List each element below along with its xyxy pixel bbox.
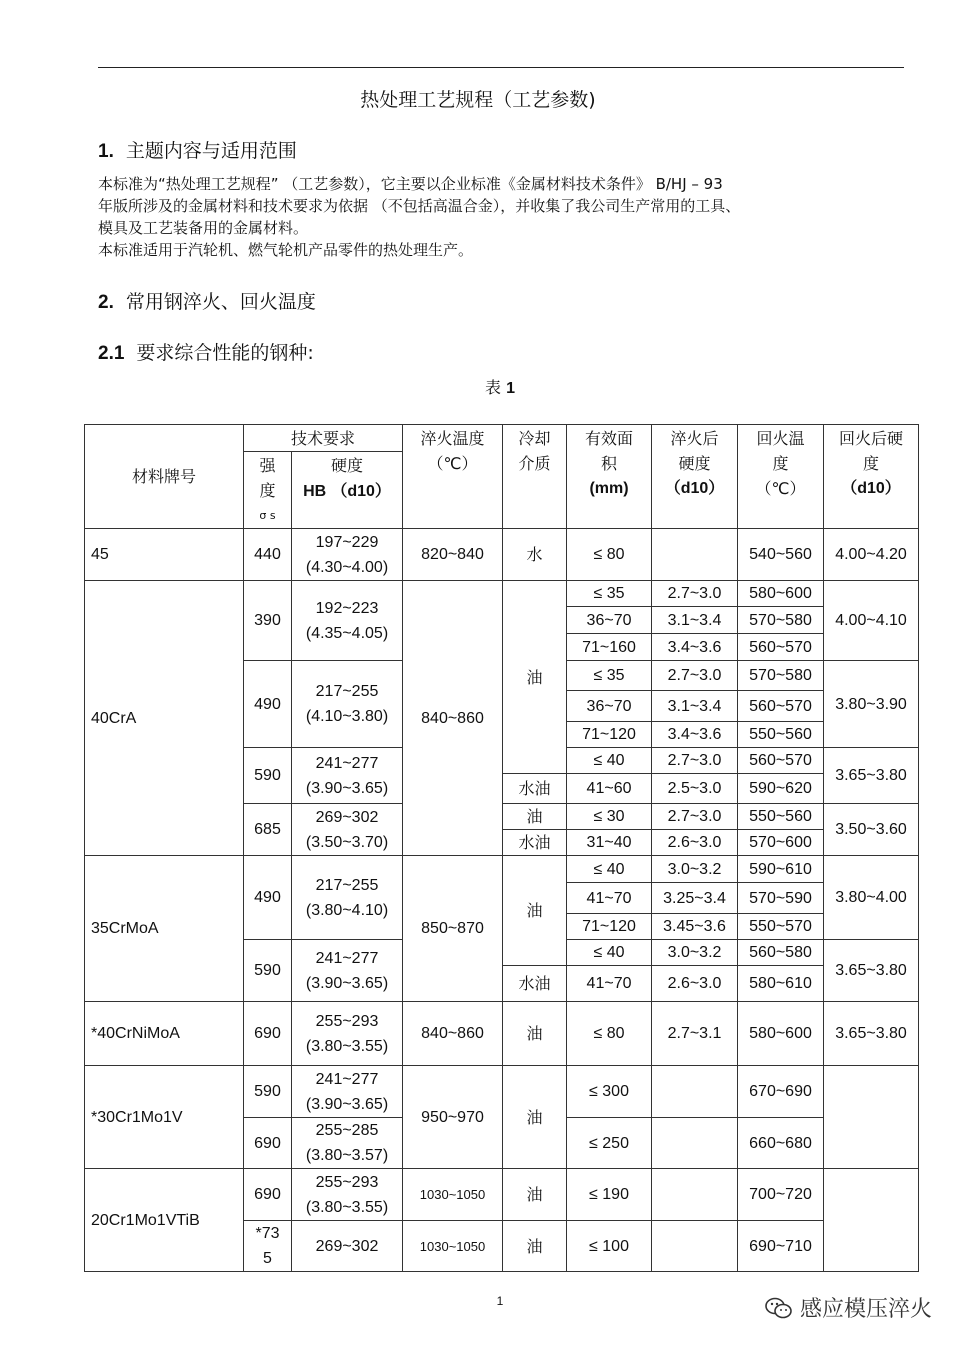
section-title: 主题内容与适用范围 bbox=[125, 140, 297, 162]
section-1-heading bbox=[98, 136, 297, 163]
area-cell: ≤ 30 bbox=[567, 804, 652, 830]
material-cell: 45 bbox=[85, 529, 244, 581]
strength-cell: 390 bbox=[244, 581, 292, 661]
quench-hardness-cell: 3.0~3.2 bbox=[652, 856, 738, 883]
area-cell: ≤ 35 bbox=[567, 581, 652, 607]
document-title: 热处理工艺规程（工艺参数) bbox=[360, 89, 596, 111]
header-line: 淬火后 bbox=[670, 429, 719, 448]
header-tech-req: 技术要求 bbox=[244, 425, 403, 452]
strength-cell: 685 bbox=[244, 804, 292, 856]
strength-cell: 490 bbox=[244, 856, 292, 940]
material-cell: *40CrNiMoA bbox=[85, 1002, 244, 1066]
quench-hardness-cell: 3.1~3.4 bbox=[652, 607, 738, 634]
area-cell: 31~40 bbox=[567, 830, 652, 856]
area-cell: 41~70 bbox=[567, 883, 652, 914]
material-cell: 20Cr1Mo1VTiB bbox=[85, 1169, 244, 1272]
header-hb: HB bbox=[303, 483, 327, 500]
cooling-cell: 油 bbox=[503, 1221, 567, 1272]
quench-temp-cell: 1030~1050 bbox=[403, 1221, 503, 1272]
hardness-cell bbox=[292, 940, 403, 1002]
page-number: 1 bbox=[496, 1294, 504, 1308]
d10-range: (3.80~3.55) bbox=[305, 1037, 389, 1055]
temper-temp-cell: 560~580 bbox=[738, 940, 824, 966]
hb-range: 217~255 bbox=[315, 876, 379, 894]
header-d10: （d10） bbox=[331, 483, 391, 500]
hardness-cell bbox=[292, 529, 403, 581]
area-cell: 36~70 bbox=[567, 691, 652, 722]
header-line: 淬火温度 bbox=[420, 429, 485, 448]
hardness-cell bbox=[292, 804, 403, 856]
section-2-heading bbox=[98, 287, 316, 314]
temper-temp-cell: 580~600 bbox=[738, 581, 824, 607]
header-eff-area bbox=[567, 425, 652, 529]
heat-treatment-table bbox=[84, 424, 919, 1272]
area-cell: ≤ 80 bbox=[567, 1002, 652, 1066]
material-cell: *30Cr1Mo1V bbox=[85, 1066, 244, 1169]
temper-hardness-cell: 4.00~4.20 bbox=[824, 529, 919, 581]
table-row bbox=[85, 1066, 919, 1118]
strength-line: 5 bbox=[263, 1250, 272, 1267]
hardness-cell bbox=[292, 1118, 403, 1169]
header-line: 积 bbox=[601, 454, 618, 473]
watermark bbox=[764, 1292, 932, 1323]
temper-hardness-cell: 3.65~3.80 bbox=[824, 748, 919, 804]
temper-temp-cell: 560~570 bbox=[738, 748, 824, 774]
area-cell: ≤ 250 bbox=[567, 1118, 652, 1169]
paragraph-line: 本标准适用于汽轮机、燃气轮机产品零件的热处理生产。 bbox=[98, 241, 474, 259]
d10-range: (3.80~3.55) bbox=[305, 1198, 389, 1216]
temper-temp-cell: 550~560 bbox=[738, 722, 824, 748]
paragraph-line: 年版所涉及的金属材料和技术要求为依据 （不包括高温合金），并收集了我公司生产常用的工具、 bbox=[98, 197, 741, 215]
hardness-cell bbox=[292, 1169, 403, 1221]
hardness-cell bbox=[292, 856, 403, 940]
temper-temp-cell: 670~690 bbox=[738, 1066, 824, 1118]
hardness-cell bbox=[292, 1066, 403, 1118]
temper-temp-cell: 700~720 bbox=[738, 1169, 824, 1221]
temper-temp-cell: 550~570 bbox=[738, 914, 824, 940]
header-material: 材料牌号 bbox=[85, 425, 244, 529]
quench-temp-cell: 850~870 bbox=[403, 856, 503, 1002]
quench-hardness-cell: 3.4~3.6 bbox=[652, 722, 738, 748]
hb-range: 241~277 bbox=[315, 754, 379, 772]
table-row bbox=[85, 529, 919, 581]
header-line: （℃） bbox=[755, 479, 806, 498]
quench-hardness-cell: 2.5~3.0 bbox=[652, 774, 738, 804]
temper-hardness-cell: 3.65~3.80 bbox=[824, 1002, 919, 1066]
strength-cell: 690 bbox=[244, 1169, 292, 1221]
header-strength bbox=[244, 452, 292, 529]
section-number: 2.1 bbox=[98, 343, 125, 364]
cooling-cell: 油 bbox=[503, 1169, 567, 1221]
cooling-cell: 油 bbox=[503, 581, 567, 774]
temper-temp-cell: 570~600 bbox=[738, 830, 824, 856]
strength-cell: 590 bbox=[244, 1066, 292, 1118]
section-title: 要求综合性能的钢种: bbox=[136, 342, 314, 364]
area-cell: 41~60 bbox=[567, 774, 652, 804]
strength-cell: 690 bbox=[244, 1002, 292, 1066]
table-caption-number: 1 bbox=[506, 380, 515, 397]
hb-range: 241~277 bbox=[315, 1070, 379, 1088]
paragraph-1 bbox=[98, 173, 908, 261]
header-line: （℃） bbox=[427, 454, 478, 473]
hardness-cell bbox=[292, 1002, 403, 1066]
header-line: (mm) bbox=[589, 480, 629, 497]
d10-range: (4.10~3.80) bbox=[305, 708, 389, 725]
quench-hardness-cell: 2.6~3.0 bbox=[652, 966, 738, 1002]
quench-hardness-cell: 2.7~3.0 bbox=[652, 661, 738, 691]
quench-hardness-cell bbox=[652, 1221, 738, 1272]
header-line: 回火后硬 bbox=[839, 429, 904, 448]
strength-line: *73 bbox=[255, 1225, 280, 1242]
header-line: 介质 bbox=[518, 454, 551, 473]
temper-temp-cell: 690~710 bbox=[738, 1221, 824, 1272]
area-cell: ≤ 300 bbox=[567, 1066, 652, 1118]
cooling-cell: 水油 bbox=[503, 830, 567, 856]
quench-hardness-cell: 3.1~3.4 bbox=[652, 691, 738, 722]
header-line: σ s bbox=[259, 509, 276, 522]
area-cell: ≤ 80 bbox=[567, 529, 652, 581]
cooling-cell: 水油 bbox=[503, 774, 567, 804]
hb-range: 241~277 bbox=[315, 949, 379, 967]
header-quench-temp bbox=[403, 425, 503, 529]
area-cell: 71~120 bbox=[567, 722, 652, 748]
table-caption-prefix: 表 bbox=[484, 378, 501, 397]
quench-hardness-cell: 2.7~3.0 bbox=[652, 748, 738, 774]
quench-hardness-cell: 3.0~3.2 bbox=[652, 940, 738, 966]
cooling-cell: 水油 bbox=[503, 966, 567, 1002]
header-line: 冷却 bbox=[518, 429, 551, 448]
wechat-icon bbox=[764, 1296, 794, 1320]
header-quench-hardness bbox=[652, 425, 738, 529]
hb-range: 269~302 bbox=[315, 808, 379, 826]
hb-range: 192~223 bbox=[315, 599, 379, 617]
header-line: 硬度 bbox=[331, 456, 364, 475]
quench-hardness-cell: 3.4~3.6 bbox=[652, 634, 738, 661]
area-cell: ≤ 100 bbox=[567, 1221, 652, 1272]
d10-range: (3.50~3.70) bbox=[305, 833, 389, 851]
area-cell: 36~70 bbox=[567, 607, 652, 634]
hb-range: 255~293 bbox=[315, 1012, 379, 1030]
section-number: 1. bbox=[98, 141, 114, 162]
header-line bbox=[294, 478, 400, 504]
header-line: 度 bbox=[772, 454, 789, 473]
paragraph-line: 本标准为“热处理工艺规程” （工艺参数），它主要以企业标准《金属材料技术条件》 B/HJ – 93 bbox=[98, 175, 723, 193]
strength-cell: 490 bbox=[244, 661, 292, 748]
d10-range: (3.90~3.65) bbox=[305, 974, 389, 992]
area-cell: ≤ 35 bbox=[567, 661, 652, 691]
temper-temp-cell: 570~590 bbox=[738, 883, 824, 914]
temper-temp-cell: 560~570 bbox=[738, 634, 824, 661]
hardness-cell bbox=[292, 748, 403, 804]
hardness-cell bbox=[292, 581, 403, 661]
header-line: 回火温 bbox=[756, 429, 805, 448]
header-cooling bbox=[503, 425, 567, 529]
cooling-cell: 水 bbox=[503, 529, 567, 581]
strength-cell: 590 bbox=[244, 940, 292, 1002]
hb-range: 217~255 bbox=[315, 683, 379, 700]
header-temper-temp bbox=[738, 425, 824, 529]
temper-temp-cell: 560~570 bbox=[738, 691, 824, 722]
table-row bbox=[85, 1169, 919, 1221]
header-line: 硬度 bbox=[678, 454, 711, 473]
temper-hardness-cell bbox=[824, 1169, 919, 1272]
temper-hardness-cell: 4.00~4.10 bbox=[824, 581, 919, 661]
paragraph-line: 模具及工艺装备用的金属材料。 bbox=[98, 219, 309, 237]
temper-hardness-cell: 3.50~3.60 bbox=[824, 804, 919, 856]
strength-cell bbox=[244, 1221, 292, 1272]
watermark-text: 感应模压淬火 bbox=[799, 1297, 932, 1322]
hardness-cell bbox=[292, 661, 403, 748]
temper-hardness-cell: 3.80~3.90 bbox=[824, 661, 919, 748]
temper-hardness-cell: 3.80~4.00 bbox=[824, 856, 919, 940]
temper-temp-cell: 590~610 bbox=[738, 856, 824, 883]
header-line: 有效面 bbox=[585, 429, 634, 448]
temper-temp-cell: 550~560 bbox=[738, 804, 824, 830]
header-line: （d10） bbox=[664, 480, 725, 497]
header-temper-hardness bbox=[824, 425, 919, 529]
header-line: 度 bbox=[863, 454, 880, 473]
strength-cell: 440 bbox=[244, 529, 292, 581]
header-rule bbox=[98, 67, 904, 68]
quench-temp-cell: 840~860 bbox=[403, 1002, 503, 1066]
area-cell: ≤ 190 bbox=[567, 1169, 652, 1221]
quench-hardness-cell bbox=[652, 1066, 738, 1118]
d10-range: (3.80~4.10) bbox=[305, 901, 389, 919]
area-cell: 71~120 bbox=[567, 914, 652, 940]
hb-range: 255~285 bbox=[315, 1122, 379, 1139]
table-row bbox=[85, 1002, 919, 1066]
strength-cell: 690 bbox=[244, 1118, 292, 1169]
cooling-cell: 油 bbox=[503, 856, 567, 966]
quench-hardness-cell: 3.25~3.4 bbox=[652, 883, 738, 914]
quench-temp-cell: 1030~1050 bbox=[403, 1169, 503, 1221]
quench-hardness-cell bbox=[652, 1169, 738, 1221]
hb-range: 197~229 bbox=[315, 533, 379, 551]
temper-hardness-cell bbox=[824, 1066, 919, 1169]
quench-hardness-cell: 2.6~3.0 bbox=[652, 830, 738, 856]
temper-temp-cell: 580~610 bbox=[738, 966, 824, 1002]
temper-temp-cell: 540~560 bbox=[738, 529, 824, 581]
quench-hardness-cell bbox=[652, 1118, 738, 1169]
header-line: （d10） bbox=[841, 480, 901, 497]
quench-temp-cell: 840~860 bbox=[403, 581, 503, 856]
d10-range: (3.80~3.57) bbox=[305, 1147, 389, 1164]
hb-range: 255~293 bbox=[315, 1173, 379, 1191]
header-line: 强 bbox=[259, 456, 276, 475]
temper-temp-cell: 570~580 bbox=[738, 607, 824, 634]
d10-range: (3.90~3.65) bbox=[305, 779, 389, 797]
table-caption bbox=[0, 375, 956, 398]
quench-temp-cell: 950~970 bbox=[403, 1066, 503, 1169]
quench-hardness-cell: 2.7~3.1 bbox=[652, 1002, 738, 1066]
header-line: 度 bbox=[259, 481, 276, 500]
temper-temp-cell: 660~680 bbox=[738, 1118, 824, 1169]
quench-hardness-cell: 3.45~3.6 bbox=[652, 914, 738, 940]
area-cell: 41~70 bbox=[567, 966, 652, 1002]
area-cell: 71~160 bbox=[567, 634, 652, 661]
temper-temp-cell: 580~600 bbox=[738, 1002, 824, 1066]
quench-hardness-cell bbox=[652, 529, 738, 581]
strength-cell: 590 bbox=[244, 748, 292, 804]
table-row bbox=[85, 856, 919, 883]
section-number: 2. bbox=[98, 292, 114, 313]
header-hardness bbox=[292, 452, 403, 529]
area-cell: ≤ 40 bbox=[567, 748, 652, 774]
d10-range: (4.35~4.05) bbox=[305, 624, 389, 642]
quench-hardness-cell: 2.7~3.0 bbox=[652, 581, 738, 607]
material-cell: 35CrMoA bbox=[85, 856, 244, 1002]
temper-temp-cell: 570~580 bbox=[738, 661, 824, 691]
section-2-1-heading bbox=[98, 338, 314, 365]
area-cell: ≤ 40 bbox=[567, 940, 652, 966]
material-cell: 40CrA bbox=[85, 581, 244, 856]
section-title: 常用钢淬火、回火温度 bbox=[125, 291, 316, 313]
temper-temp-cell: 590~620 bbox=[738, 774, 824, 804]
d10-range: (3.90~3.65) bbox=[305, 1095, 389, 1113]
quench-temp-cell: 820~840 bbox=[403, 529, 503, 581]
temper-hardness-cell: 3.65~3.80 bbox=[824, 940, 919, 1002]
cooling-cell: 油 bbox=[503, 1066, 567, 1169]
table-row bbox=[85, 581, 919, 607]
cooling-cell: 油 bbox=[503, 804, 567, 830]
area-cell: ≤ 40 bbox=[567, 856, 652, 883]
d10-range: (4.30~4.00) bbox=[305, 558, 389, 576]
quench-hardness-cell: 2.7~3.0 bbox=[652, 804, 738, 830]
hardness-cell: 269~302 bbox=[292, 1221, 403, 1272]
cooling-cell: 油 bbox=[503, 1002, 567, 1066]
